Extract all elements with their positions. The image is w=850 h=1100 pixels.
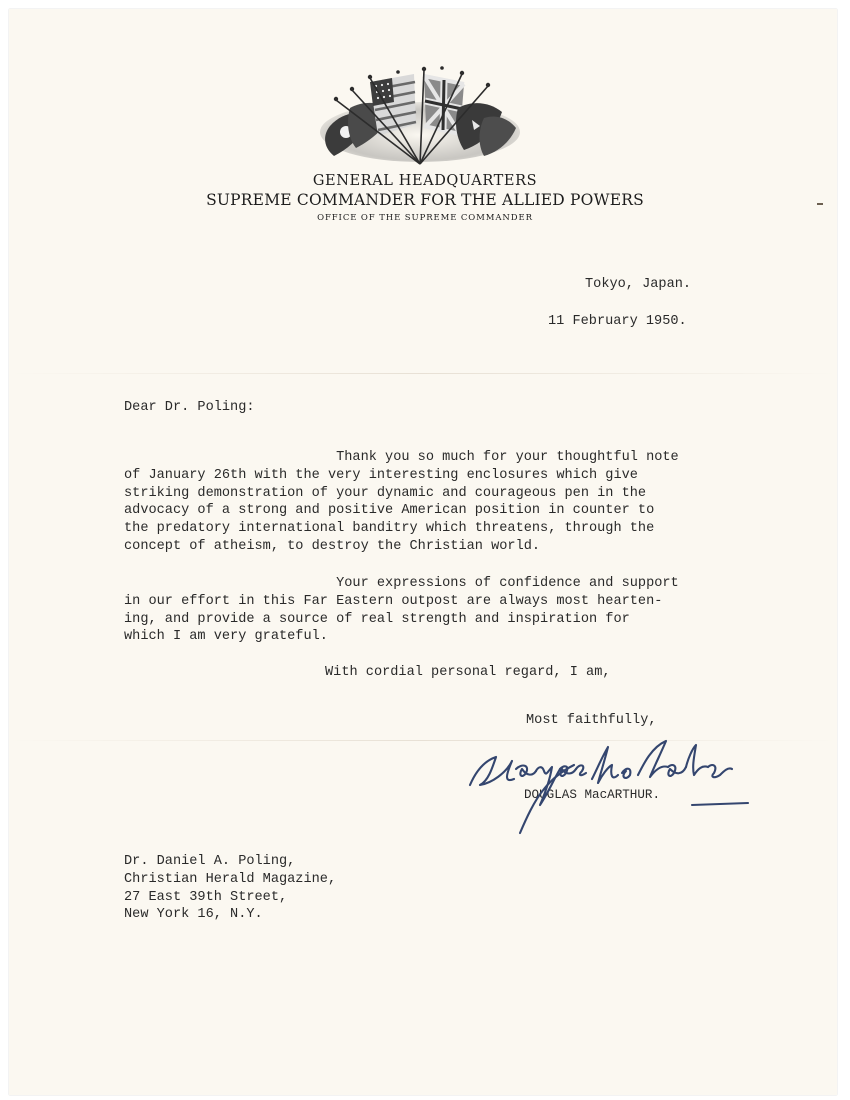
letter-place: Tokyo, Japan. [585,277,692,292]
letterhead-supreme-commander: SUPREME COMMANDER FOR THE ALLIED POWERS [206,191,644,209]
fold-line-upper [9,373,837,374]
crossed-allied-flags-icon [312,60,527,165]
body-paragraph-1: Thank you so much for your thoughtful note of January 26th with the very interesting enclosures which give striking demonstration of your dynamic and courageous pen in the advocacy of a strong and positive American position in counter to the predatory international banditry which threatens, through the concept of atheism, to destroy the Christian world. [124,450,679,554]
letterhead-office: OFFICE OF THE SUPREME COMMANDER [317,213,533,223]
letterhead-general-headquarters: GENERAL HEADQUARTERS [312,173,538,189]
valediction: Most faithfully, [526,713,657,728]
salutation: Dear Dr. Poling: [124,400,255,415]
signature-text [0,0,1,1]
recipient-address: Dr. Daniel A. Poling, Christian Herald Magazine, 27 East 39th Street, New York 16, N.Y. [124,854,337,923]
handwritten-signature-icon [462,735,782,840]
body-paragraph-2: Your expressions of confidence and support in our effort in this Far Eastern outpost are always most hearten- ing, and provide a source of real strength and inspiration for which I am very grateful. [124,576,679,645]
letter-date: 11 February 1950. [548,314,687,329]
signer-name: DOUGLAS MacARTHUR. [524,788,661,802]
closing-line: With cordial personal regard, I am, [325,665,611,680]
